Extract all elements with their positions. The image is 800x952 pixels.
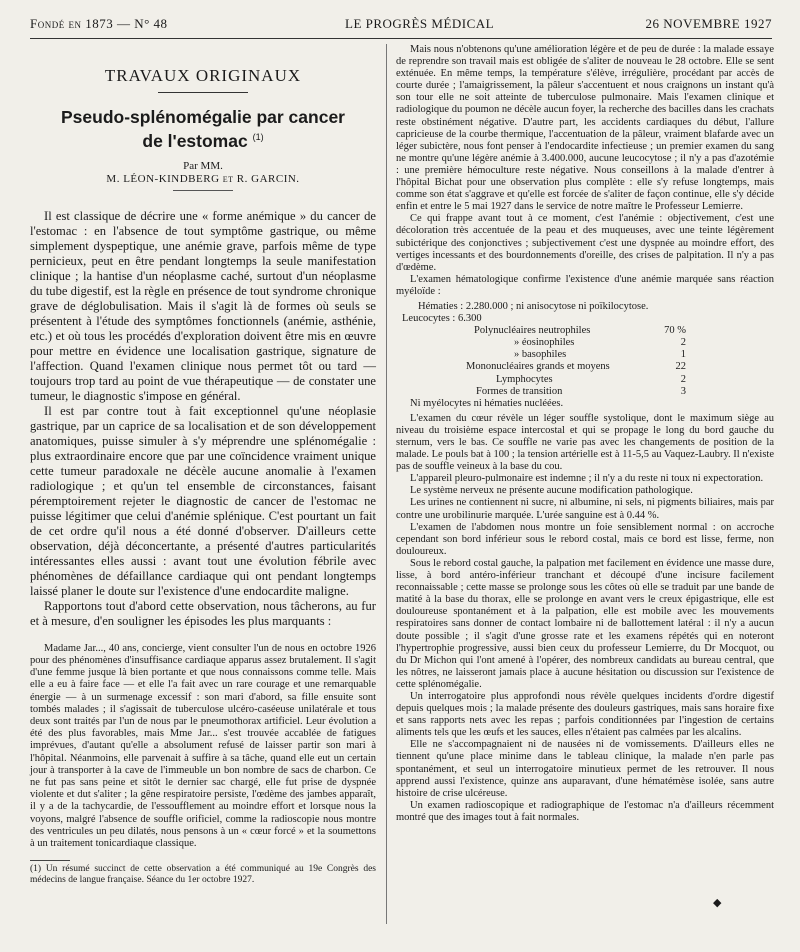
header-date: 26 NOVEMBRE 1927 xyxy=(645,16,772,31)
title-footnote-mark: (1) xyxy=(252,132,264,142)
paragraph: Le système nerveux ne présente aucune modification pathologique. xyxy=(410,485,693,497)
formula-row xyxy=(396,337,774,349)
column-divider xyxy=(386,44,387,924)
formula-value: 70 % xyxy=(664,325,686,337)
footnote-rule xyxy=(30,860,70,861)
formula-row xyxy=(396,349,774,361)
title-line-2: de l'estomac xyxy=(142,130,248,151)
left-column xyxy=(30,44,376,886)
header-founded: Fondé en 1873 — N° 48 xyxy=(30,16,168,31)
paragraph: L'examen de l'abdomen nous montre un foie sensiblement normal : on accroche cependant son bord inférieur sous le rebord costal, mais ce bord est lisse, ferme, non douloureux. xyxy=(396,521,774,557)
byline-intro: Par MM. xyxy=(183,159,223,172)
paragraph: Sous le rebord costal gauche, la palpation met facilement en évidence une masse dure, lisse, à bord antéro-inférieur tranchant et découpé d'une incisure facilement reconnaissable ; cette masse se prolonge sous les côtes où elle se traduit par une bande de matité à la base du thorax, elle se prolonge en avant vers le creux épigastrique, elle est douloureuse spontanément et à la palpation, elle est mobile avec les mouvements respiratoires sans donner de contact lombaire ni de ballottement latéral : il n'y a aucun doute possible ; il s'agit d'une grosse rate et les examens répétés qui en noteront l'hypertrophie progressive, aussi bien ceux du professeur Lemierre, du Dr Mocquot, ou du Dr Michon qui l'ont amené à l'opérer, des nombreux candidats au bureau central, que les nôtres, ne laisseront jamais place à aucune hésitation ou discussion sur l'existence de cette splénomégalie. xyxy=(396,557,774,690)
paragraph: Rapportons tout d'abord cette observation, nous tâcherons, au fur et à mesure, d'en souligner les épisodes les plus marquants : xyxy=(30,598,376,628)
paragraph: Mais nous n'obtenons qu'une amélioration légère et de peu de durée : la malade essaye de reprendre son travail mais est obligée de s'aliter de nouveau le 28 octobre. Elle se sent exténuée. En même temps, la température s'élève, irrégulière, procédant par accès de courte durée ; l'amaigrissement, la pâleur s'accentuent et nous craignons un instant qu'à son tour elle ne soit atteinte de tuberculose pulmonaire. Mais l'examen clinique et radiologique du poumon ne décèle aucun foyer, la recherche des bacilles dans les crachats reste obstinément négative. D'autre part, les accidents cardiaques du début, l'allure capricieuse de la courbe thermique, l'accentuation de la pâleur, vraiment blafarde avec un léger subictère, nous font penser à l'endocardite infectieuse ; un premier examen du sang ne montre qu'une légère anémie à 3.400.000, aucune leucocytose ; il n'y a pas d'azotémie : une première hémoculture reste négative. Nous conseillons à la malade d'entrer à l'hôpital Bichat pour une observation plus complète : elle s'y refuse longtemps, mais comme son état s'aggrave et qu'elle est forcée de s'aliter de façon continue, elle s'y décide enfin et entre le 5 mai 1927 dans le service de notre maître le Professeur Lemierre. xyxy=(396,44,774,213)
running-header xyxy=(30,16,772,36)
byline-authors: M. LÉON-KINDBERG et R. GARCIN. xyxy=(106,172,300,185)
formula-value: 22 xyxy=(675,361,686,373)
formula-value: 3 xyxy=(680,385,686,397)
formula-label: Formes de transition xyxy=(476,385,563,397)
footnote: (1) Un résumé succinct de cette observation a été communiqué au 19e Congrès des médecins de langue française. Séance du 1er octobre 1927. xyxy=(30,864,376,886)
formula-value: 2 xyxy=(680,337,686,349)
formula-row xyxy=(396,386,774,398)
section-rule xyxy=(158,92,248,93)
lab-red-cells: Hématies : 2.280.000 ; ni anisocytose ni poïkilocytose. xyxy=(418,300,649,312)
paragraph: L'examen hématologique confirme l'existence d'une anémie marquée sans réaction myéloïde : xyxy=(396,273,774,297)
formula-row xyxy=(396,361,774,373)
paragraph: L'examen du cœur révèle un léger souffle systolique, dont le maximum siège au niveau du troisième espace intercostal et qui se propage le long du bord gauche du sternum, vers le bas. Ce souffle ne varie pas avec les changements de position de la malade. Le pouls bat à 100 ; la tension artérielle est à 11-5,5 au Vaquez-Laubry. Il n'existe pas de souffle veineux à la base du cou. xyxy=(396,412,774,473)
formula-row xyxy=(396,325,774,337)
formula-label: » basophiles xyxy=(514,349,567,361)
formula-label: Polynucléaires neutrophiles xyxy=(474,325,591,337)
header-journal-title: LE PROGRÈS MÉDICAL xyxy=(345,16,495,31)
formula-label: » éosinophiles xyxy=(514,337,575,349)
paragraph: Un examen radioscopique et radiographique de l'estomac n'a d'ailleurs récemment montré que des images tout à fait normales. xyxy=(396,799,774,823)
formula-value: 2 xyxy=(680,373,686,385)
right-column xyxy=(396,44,774,824)
paragraph: Il est classique de décrire une « forme anémique » du cancer de l'estomac : en l'absence de tout symptôme gastrique, ou même simplement dyspeptique, une anémie grave, parfois même de type pernicieux, peut en être pendant longtemps la seule manifestation clinique ; la hantise d'un néoplasme caché, surtout d'un néoplasme du tube digestif, est la règle en présence de tout syndrome chronique grave de déglobulisation. Mais il s'agit là de formes où seuls se présentent à l'étude des symptômes fonctionnels (anémie, asthénie, etc.) et où tous les procédés d'exploration doivent être mis en œuvre pour mettre en évidence une localisation gastrique, signature de l'affection. Quand l'examen clinique nous permet tôt ou tard — toujours trop tard au point de vue thérapeutique — de constater une tumeur, le diagnostic s'impose en général. xyxy=(30,208,376,403)
end-ornament-icon: ◆ xyxy=(713,897,722,909)
lab-leucocytes: Leucocytes : 6.300 xyxy=(402,313,482,325)
formula-label: Lymphocytes xyxy=(496,373,553,385)
byline-rule xyxy=(173,190,233,191)
header-divider xyxy=(30,38,772,39)
lab-footnote: Ni myélocytes ni hématies nucléées. xyxy=(410,397,564,409)
case-paragraph: Madame Jar..., 40 ans, concierge, vient consulter l'un de nous en octobre 1926 pour des phénomènes d'insuffisance cardiaque apparus assez brutalement. Il s'agit d'une femme jusque là bien portante et que nous connaissons comme telle. Mais elle a eu à faire face — et elle l'a fait avec un rare courage et une remarquable énergie — à un surmenage excessif : son mari d'abord, sa fille ensuite sont tombés malades ; il s'agissait de tuberculose ulcéro-caséeuse unilatérale et tous deux sont traités par l'un de nous par le pneumothorax artificiel. Leur évolution a été des plus favorables, mais Mme Jar... s'est trouvée accablée de fatigues imprévues, d'autant qu'elle a absolument refusé de laisser partir son mari à l'hôpital. Néanmoins, elle parvenait à suffire à sa tâche, quand elle eut un certain jour à transporter à la cave de l'immeuble un bon nombre de sacs de charbon. Ce ne fut pas sans peine et sitôt le dernier sac chargé, elle fut prise de dyspnée violente et dut s'aliter ; la gêne respiratoire persiste, l'œdème des jambes apparaît, il y a de la tachycardie, de l'essoufflement au moindre effort et lorsque nous la voyons, malgré l'absence de souffle orificiel, comme la radioscopie nous montre des ventricules un peu dilatés, nous pensons à un « cœur forcé » et la soumettons à un traitement tonicardiaque classique. xyxy=(30,642,376,850)
case-report xyxy=(30,643,376,850)
formula-value: 1 xyxy=(680,349,686,361)
paragraph: L'appareil pleuro-pulmonaire est indemne ; il n'y a du reste ni toux ni expectoration. xyxy=(410,473,764,485)
paragraph: Les urines ne contiennent ni sucre, ni albumine, ni sels, ni pigments biliaires, mais par contre une urobilinurie marquée. L'urée sanguine est à 0.44 %. xyxy=(396,497,774,521)
article-intro xyxy=(30,209,376,629)
formula-row xyxy=(396,374,774,386)
article-title xyxy=(30,107,376,151)
paragraph: Il est par contre tout à fait exceptionnel qu'une néoplasie gastrique, par un caprice de sa localisation et de son développement anatomiques, puisse simuler à s'y méprendre une splénomégalie : plus extraordinaire encore que par une coïncidence vraiment unique cette tumeur paradoxale ne décèle aucune anomalie à l'examen radiologique ; et qu'un tel ensemble de circonstances, faisant péremptoirement rejeter le diagnostic de cancer de l'estomac ne puisse légitimer que celui d'anémie splénique. C'est pourtant un fait de cet ordre qu'il nous a été donné d'observer. D'ailleurs cette observation, déjà déconcertante, a présenté d'autres particularités intéressantes elles aussi : avant tout une évolution fébrile avec phénomènes de défaillance cardiaque qui ont pendant longtemps laissé planer le doute sur l'existence d'une endocardite maligne. xyxy=(30,403,376,598)
paragraph: Ce qui frappe avant tout à ce moment, c'est l'anémie : objectivement, c'est une décoloration très accentuée de la peau et des muqueuses, avec une teinte légèrement subictérique des conjonctives ; subjectivement c'est une dyspnée au moindre effort, des vertiges incessants et des bourdonnements d'oreille, des crises de palpitation. Il n'y a pas d'œdème. xyxy=(396,213,774,273)
paragraph: Elle ne s'accompagnaient ni de nausées ni de vomissements. D'ailleurs elles ne tiennent qu'une place minime dans le tableau clinique, la malade n'en parle pas spontanément, et seul un interrogatoire minutieux permet de les retrouver. Il nous apprend aussi l'existence, quinze ans auparavant, d'une hématémèse isolée, sans autre histoire de crise ulcéreuse. xyxy=(396,739,774,799)
paragraph: Un interrogatoire plus approfondi nous révèle quelques incidents d'ordre digestif depuis quelques mois ; la malade présente des douleurs gastriques, mais sans horaire fixe et sans rapports nets avec les repas ; parfois conditionnées par l'ingestion de certains aliments tels que les œufs et les sauces, elles n'étaient pas calmées par les alcalins. xyxy=(396,690,774,739)
section-heading: TRAVAUX ORIGINAUX xyxy=(104,66,302,85)
blood-count xyxy=(396,301,774,410)
formula-label: Mononucléaires grands et moyens xyxy=(466,361,610,373)
title-line-1: Pseudo-splénomégalie par cancer xyxy=(61,107,345,127)
